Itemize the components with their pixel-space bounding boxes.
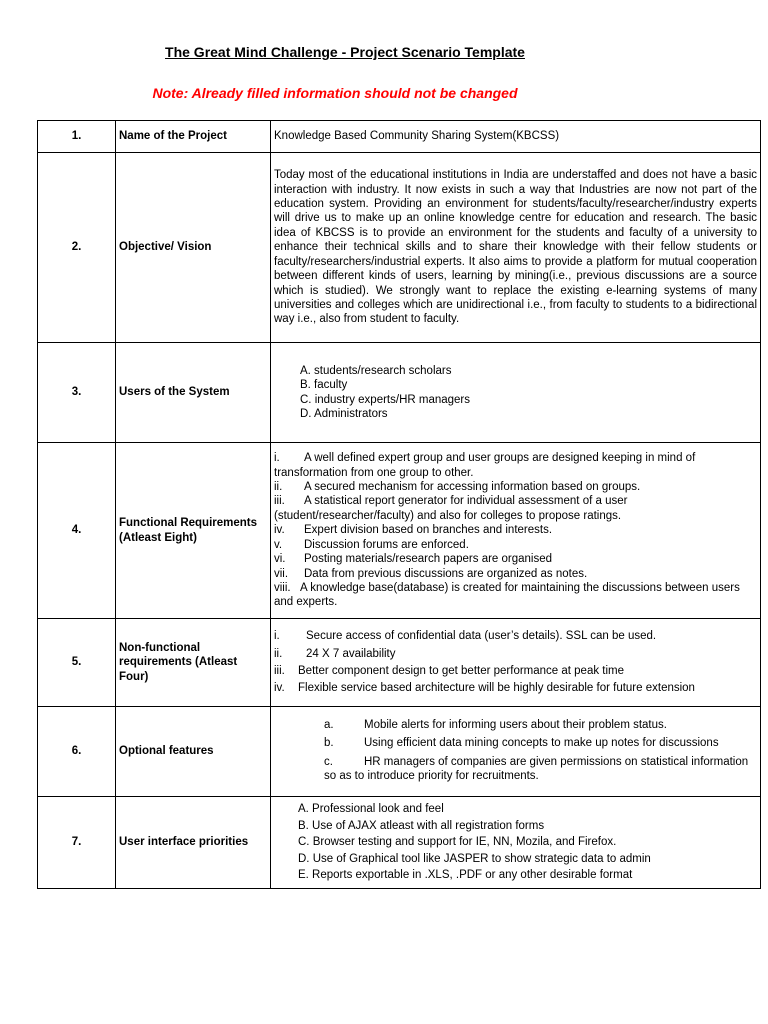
list-text: Expert division based on branches and interests. <box>304 524 553 537</box>
list-text: A secured mechanism for accessing information based on groups. <box>304 481 641 494</box>
row-number: 2. <box>38 153 116 343</box>
list-marker: v. <box>274 538 283 551</box>
ui-priorities-cell <box>271 797 761 889</box>
row-number: 3. <box>38 343 116 443</box>
row-label: Users of the System <box>116 343 271 443</box>
list-marker: a. <box>324 718 334 731</box>
list-text: Posting materials/research papers are organised <box>304 553 553 566</box>
list-text: Using efficient data mining concepts to make up notes for discussions <box>364 737 719 750</box>
table-row <box>38 121 761 153</box>
list-marker: vii. <box>274 567 289 580</box>
list-item <box>274 629 757 643</box>
document-title: The Great Mind Challenge - Project Scenario Template <box>165 44 525 60</box>
row-number: 5. <box>38 619 116 707</box>
row-number: 4. <box>38 443 116 619</box>
list-text: A knowledge base(database) is created for maintaining the discussions between users and experts. <box>274 581 740 609</box>
functional-requirements-list <box>274 451 757 609</box>
list-marker: b. <box>324 737 334 750</box>
project-name-value: Knowledge Based Community Sharing System(KBCSS) <box>271 121 761 153</box>
list-item: A. students/research scholars <box>300 364 452 377</box>
list-text: A well defined expert group and user groups are designed keeping in mind of transformation from one group to other. <box>274 452 696 479</box>
list-item <box>274 567 757 581</box>
list-item <box>274 480 757 494</box>
list-item: D. Administrators <box>300 407 388 420</box>
list-item <box>274 552 757 566</box>
row-label: Name of the Project <box>116 121 271 153</box>
list-item: C. Browser testing and support for IE, NN, Mozila, and Firefox. <box>298 836 617 849</box>
list-item: A. Professional look and feel <box>298 803 444 816</box>
list-text: Data from previous discussions are organized as notes. <box>304 567 588 580</box>
list-text: HR managers of companies are given permissions on statistical information so as to introduce priority for recruitments. <box>324 755 749 782</box>
list-text: Secure access of confidential data (user’s details). SSL can be used. <box>306 630 657 643</box>
optional-features-cell <box>271 707 761 797</box>
table-row <box>38 343 761 443</box>
document-note: Note: Already filled information should not be changed <box>152 85 518 101</box>
table-row <box>38 153 761 343</box>
users-cell <box>271 343 761 443</box>
non-functional-requirements-list <box>274 629 757 696</box>
list-marker: iii. <box>274 495 285 508</box>
table-row <box>38 443 761 619</box>
row-label: Functional Requirements (Atleast Eight) <box>116 443 271 619</box>
list-marker: viii. <box>274 581 291 594</box>
row-label: User interface priorities <box>116 797 271 889</box>
list-item <box>274 718 757 732</box>
table-row <box>38 707 761 797</box>
list-marker: ii. <box>274 647 283 660</box>
list-item <box>274 664 757 678</box>
list-text: Flexible service based architecture will be highly desirable for future extension <box>298 682 695 695</box>
table-row <box>38 619 761 707</box>
row-number: 7. <box>38 797 116 889</box>
list-item <box>274 538 757 552</box>
list-item <box>274 581 757 610</box>
row-label: Non-functional requirements (Atleast Four) <box>116 619 271 707</box>
row-number: 6. <box>38 707 116 797</box>
list-text: Better component design to get better performance at peak time <box>298 665 625 677</box>
list-marker: iii. <box>274 665 285 677</box>
list-text: Discussion forums are enforced. <box>304 538 469 551</box>
list-marker: ii. <box>274 481 283 494</box>
list-item <box>274 494 757 523</box>
list-item: B. Use of AJAX atleast with all registration forms <box>298 819 545 832</box>
list-text: Mobile alerts for informing users about their problem status. <box>364 718 667 731</box>
row-number: 1. <box>38 121 116 153</box>
objective-text: Today most of the educational institutions in India are understaffed and does not have a basic interaction with industry. It now exists in such a way that Industries are now not part of the education system. Providing an environment for students/faculty/researcher/industry experts will drive us to make up an online knowledge centre for education and research. The basic idea of KBCSS is to provide an environment for the students and faculty of a university to enhance their technical skills and to share their knowledge with their fellow students or faculty/researchers/industrial experts. It also aims to provide a platform for mutual cooperation between different kinds of users, learning by mining(i.e., previous discussions are a source which is studied). We strongly want to replace the existing e-learning systems of many universities and colleges which are unidirectional i.e., from faculty to students to a bidirectional way i.e., also from student to faculty. <box>271 153 761 343</box>
row-label: Optional features <box>116 707 271 797</box>
functional-requirements-cell <box>271 443 761 619</box>
list-item: D. Use of Graphical tool like JASPER to show strategic data to admin <box>298 852 651 865</box>
list-marker: i. <box>274 630 280 643</box>
list-item <box>274 647 757 661</box>
list-text: A statistical report generator for individual assessment of a user (student/researcher/faculty) and also for colleges to propose ratings. <box>274 495 628 522</box>
list-text: 24 X 7 availability <box>306 647 396 660</box>
list-item <box>274 681 757 695</box>
ui-priorities-list <box>274 802 757 882</box>
list-marker: iv. <box>274 682 285 695</box>
list-item <box>274 523 757 537</box>
project-scenario-table <box>37 120 761 889</box>
list-item <box>274 736 757 750</box>
list-item: B. faculty <box>300 379 348 392</box>
users-list <box>274 364 757 422</box>
row-label: Objective/ Vision <box>116 153 271 343</box>
list-marker: c. <box>324 755 333 768</box>
list-marker: iv. <box>274 524 285 537</box>
list-marker: vi. <box>274 553 286 566</box>
table-row <box>38 797 761 889</box>
list-item: E. Reports exportable in .XLS, .PDF or any other desirable format <box>298 869 633 882</box>
list-item: C. industry experts/HR managers <box>300 393 471 406</box>
list-item <box>274 755 757 784</box>
list-item <box>274 451 757 480</box>
optional-features-list <box>274 718 757 784</box>
list-marker: i. <box>274 452 280 465</box>
non-functional-requirements-cell <box>271 619 761 707</box>
